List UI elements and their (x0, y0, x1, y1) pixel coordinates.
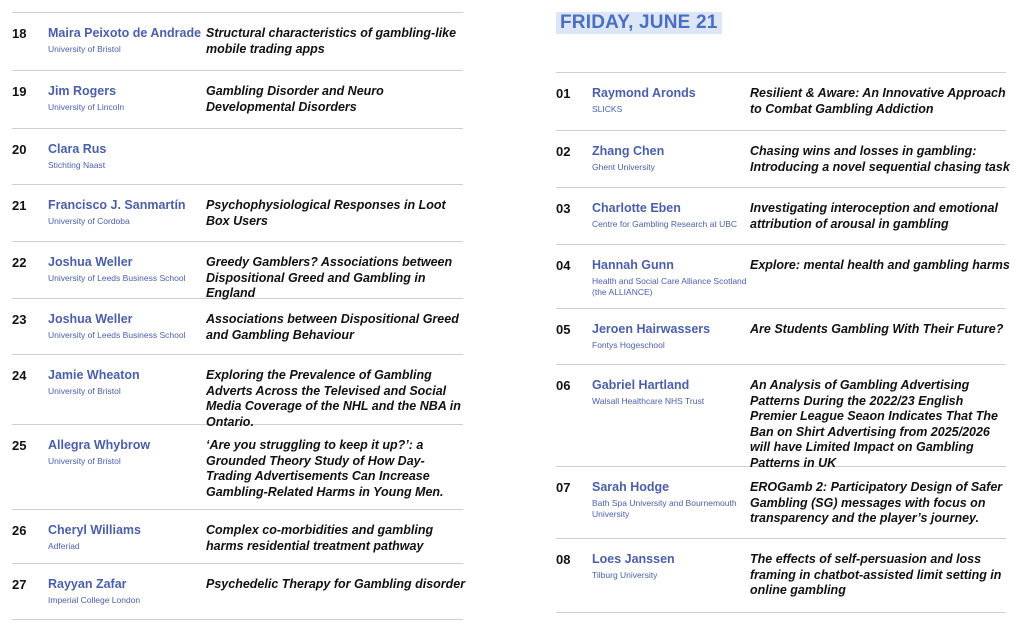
presenter-name: Sarah Hodge (592, 480, 670, 494)
presenter-name: Hannah Gunn (592, 258, 674, 272)
presenter-affiliation: Adferiad (48, 541, 80, 551)
presenter-name: Zhang Chen (592, 144, 665, 158)
presenter-name: Clara Rus (48, 142, 107, 156)
session-row (556, 73, 1006, 131)
session-title: Chasing wins and losses in gambling: Introducing a novel sequential chasing task (750, 144, 1010, 174)
presenter-name: Raymond Aronds (592, 86, 696, 100)
session-number: 08 (556, 552, 571, 567)
session-number: 05 (556, 322, 571, 337)
presenter-name: Jim Rogers (48, 84, 117, 98)
presenter-affiliation: Imperial College London (48, 595, 141, 605)
session-number: 27 (12, 577, 27, 592)
session-row (12, 0, 463, 13)
presenter-name: Rayyan Zafar (48, 577, 127, 591)
presenter-affiliation: University of Bristol (48, 386, 121, 396)
session-number: 19 (12, 84, 27, 99)
session-number: 07 (556, 480, 571, 495)
presenter-affiliation: Bath Spa University and Bournemouth University (592, 498, 737, 519)
session-title: An Analysis of Gambling Advertising Patterns During the 2022/23 English Premier League Seaon Indicates That The Ban on Shirt Advertising from 2025/2026 will have Limited Impact on Gambling Patterns in UK (750, 378, 998, 470)
presenter-affiliation: Fontys Hogeschool (592, 340, 665, 350)
session-number: 25 (12, 438, 27, 453)
session-number: 06 (556, 378, 571, 393)
presenter-affiliation: Stichting Naast (48, 160, 106, 170)
session-row (556, 131, 1010, 188)
session-title: Psychophysiological Responses in Loot Box Users (206, 198, 446, 228)
session-row (12, 13, 463, 71)
presenter-affiliation: University of Lincoln (48, 102, 125, 112)
presenter-affiliation: Tilburg University (592, 570, 658, 580)
session-title: The effects of self-persuasion and loss framing in chatbot-assisted limit setting in online gambling (750, 552, 1002, 597)
presenter-name: Joshua Weller (48, 255, 133, 269)
presenter-affiliation: Ghent University (592, 162, 655, 172)
session-number: 22 (12, 255, 27, 270)
presenter-name: Allegra Whybrow (48, 438, 151, 452)
session-number: 04 (556, 258, 571, 273)
session-row (12, 355, 463, 429)
presenter-affiliation: University of Leeds Business School (48, 273, 186, 283)
session-title: Explore: mental health and gambling harms (750, 258, 1010, 272)
day-heading: FRIDAY, JUNE 21 (556, 12, 722, 34)
session-row (556, 309, 1006, 365)
session-title: ‘Are you struggling to keep it up?’: a Grounded Theory Study of How Day-Trading Advertisements Can Increase Gambling-Related Harms in Young Men. (206, 438, 444, 499)
presenter-name: Gabriel Hartland (592, 378, 690, 392)
session-title: Exploring the Prevalence of Gambling Adverts Across the Televised and Social Media Coverage of the NHL and the NBA in Ontario. (206, 368, 461, 429)
presenter-affiliation: Centre for Gambling Research at UBC (592, 219, 738, 229)
presenter-affiliation: University of Cordoba (48, 216, 130, 226)
presenter-affiliation: University of Bristol (48, 456, 121, 466)
presenter-affiliation: University of Bristol (48, 44, 121, 54)
session-number: 21 (12, 198, 27, 213)
session-row (12, 425, 463, 510)
session-row (556, 467, 1006, 539)
presenter-name: Joshua Weller (48, 312, 133, 326)
session-title: Are Students Gambling With Their Future? (750, 322, 1004, 336)
session-row (12, 564, 466, 620)
presenter-name: Cheryl Williams (48, 523, 141, 537)
session-title: Psychedelic Therapy for Gambling disorder (206, 577, 466, 591)
presenter-name: Charlotte Eben (592, 201, 681, 215)
session-number: 24 (12, 368, 27, 383)
session-number: 20 (12, 142, 27, 157)
session-row (12, 242, 463, 299)
session-title: Greedy Gamblers? Associations between Dispositional Greed and Gambling in England (206, 255, 453, 300)
presenter-name: Maira Peixoto de Andrade (48, 26, 202, 40)
session-title: Investigating interoception and emotional attribution of arousal in gambling (750, 201, 998, 231)
session-title: Structural characteristics of gambling-like mobile trading apps (206, 26, 457, 56)
session-title: Gambling Disorder and Neuro Developmental Disorders (206, 84, 384, 114)
session-title: Resilient & Aware: An Innovative Approach to Combat Gambling Addiction (750, 86, 1006, 116)
session-number: 03 (556, 201, 571, 216)
presenter-name: Jeroen Hairwassers (592, 322, 711, 336)
session-row (12, 510, 463, 564)
session-row (556, 365, 1006, 470)
session-title: EROGamb 2: Participatory Design of Safer Gambling (SG) messages with focus on transparency and the player’s journey. (750, 480, 1003, 525)
presenter-affiliation: SLICKS (592, 104, 623, 114)
session-row (556, 0, 1006, 73)
session-row (12, 71, 463, 129)
session-number: 02 (556, 144, 571, 159)
session-number: 26 (12, 523, 27, 538)
presenter-affiliation: Health and Social Care Alliance Scotland (the ALLIANCE) (592, 276, 747, 297)
session-title: Complex co-morbidities and gambling harms residential treatment pathway (206, 523, 434, 553)
session-number: 18 (12, 26, 27, 41)
session-row (12, 129, 463, 185)
presenter-name: Francisco J. Sanmartín (48, 198, 186, 212)
session-row (556, 539, 1006, 613)
session-row (556, 188, 1006, 245)
presenter-affiliation: Walsall Healthcare NHS Trust (592, 396, 705, 406)
session-number: 23 (12, 312, 27, 327)
session-row (556, 245, 1010, 309)
presenter-name: Jamie Wheaton (48, 368, 140, 382)
session-row (12, 299, 463, 355)
session-title: Associations between Dispositional Greed and Gambling Behaviour (206, 312, 459, 342)
presenter-name: Loes Janssen (592, 552, 675, 566)
presenter-affiliation: University of Leeds Business School (48, 330, 186, 340)
session-row (12, 185, 463, 242)
session-number: 01 (556, 86, 571, 101)
